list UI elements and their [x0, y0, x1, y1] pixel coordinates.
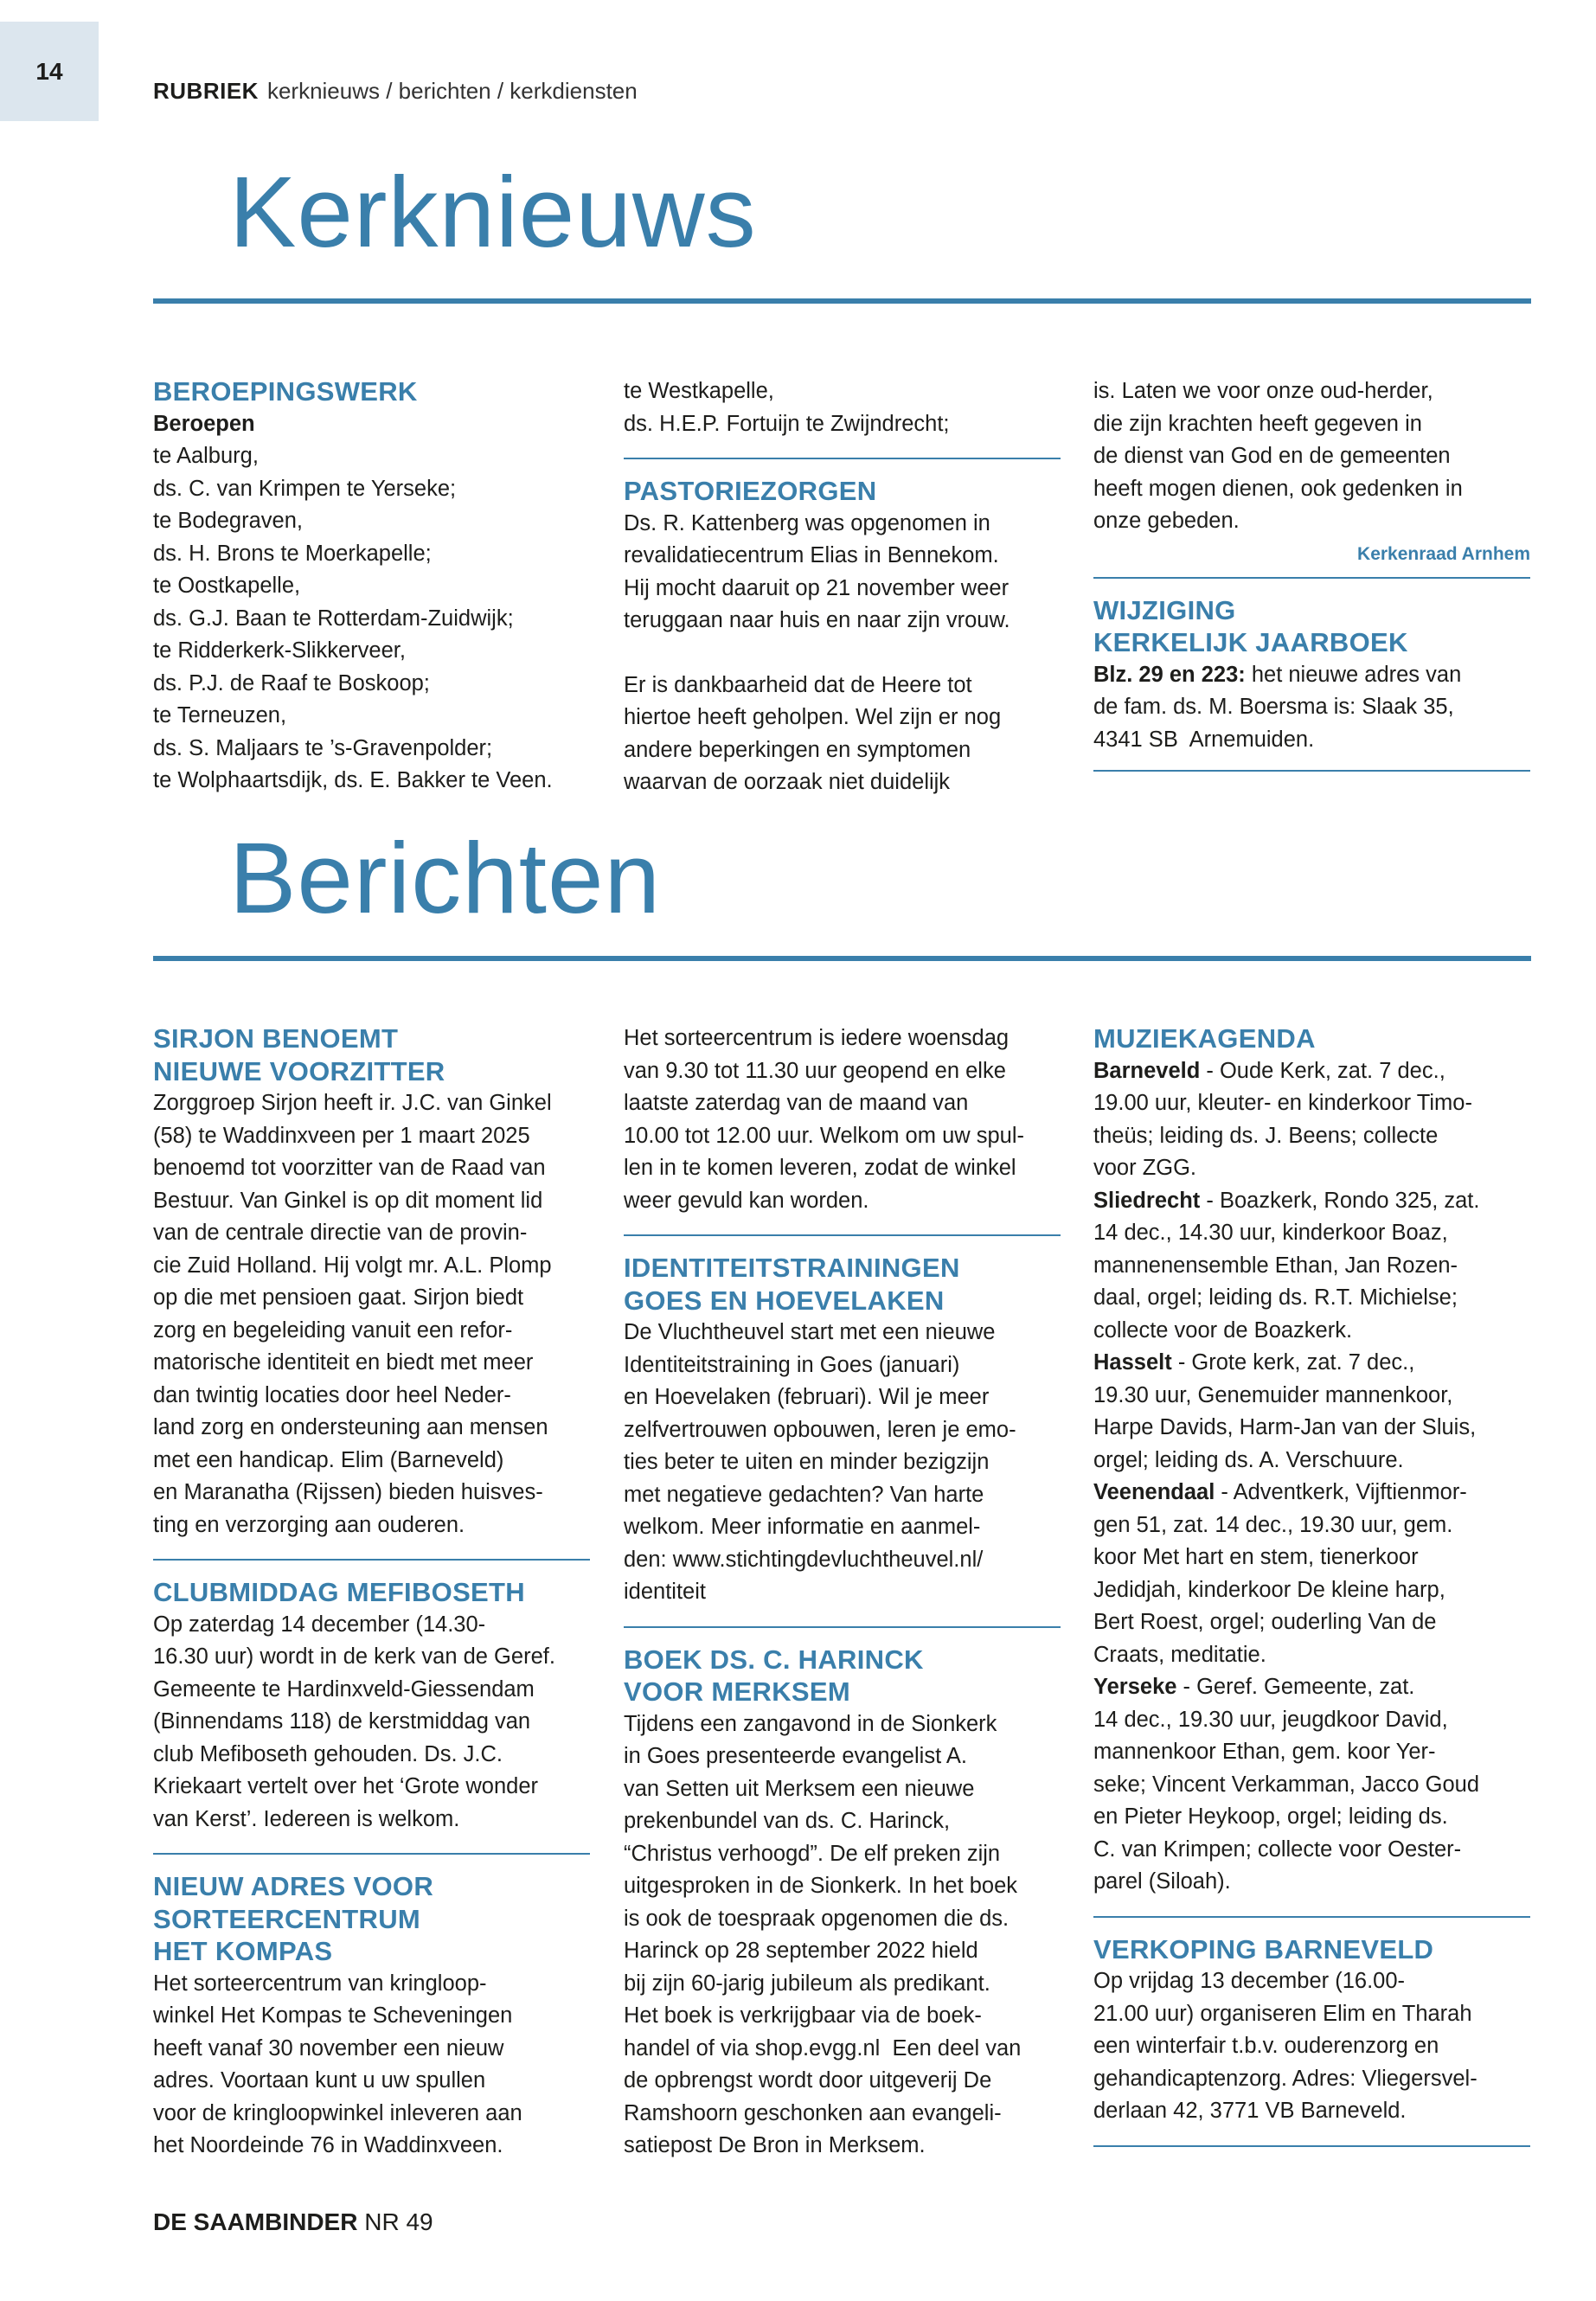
- sirjon-line: dan twintig locaties door heel Neder-: [153, 1382, 511, 1407]
- harinck-line: de opbrengst wordt door uitgeverij De: [624, 2068, 992, 2093]
- harinck-line: in Goes presenteerde evangelist A.: [624, 1744, 967, 1768]
- harinck-heading: BOEK DS. C. HARINCK: [624, 1644, 924, 1675]
- beroep-line: ds. G.J. Baan te Rotterdam-Zuidwijk;: [153, 606, 514, 631]
- identiteit-line: Identiteitstraining in Goes (januari): [624, 1352, 960, 1377]
- kompas-line: weer gevuld kan worden.: [624, 1188, 869, 1213]
- muziek-line: Barneveld - Oude Kerk, zat. 7 dec.,: [1093, 1058, 1445, 1083]
- harinck-line: Ramshoorn geschonken aan evangeli-: [624, 2100, 1002, 2125]
- identiteit-link[interactable]: identiteit: [624, 1580, 706, 1604]
- kerknieuws-column-2: [624, 375, 1061, 799]
- muziek-line: Sliedrecht - Boazkerk, Rondo 325, zat.: [1093, 1188, 1480, 1213]
- signature: Kerkenraad Arnhem: [1357, 543, 1530, 564]
- section-divider: [624, 1234, 1061, 1236]
- sirjon-line: benoemd tot voorzitter van de Raad van: [153, 1156, 546, 1180]
- kompas-line: Het sorteercentrum van kringloop-: [153, 1971, 487, 1996]
- wijziging-heading: WIJZIGING: [1093, 594, 1236, 625]
- section-divider: [1093, 577, 1530, 579]
- beroepingswerk-heading: BEROEPINGSWERK: [153, 376, 418, 407]
- beroep-line: ds. C. van Krimpen te Yerseke;: [153, 476, 457, 501]
- pastoriezorgen-line: onze gebeden.: [1093, 509, 1240, 533]
- identiteit-heading: IDENTITEITSTRAININGEN: [624, 1253, 960, 1283]
- verkoping-heading: VERKOPING BARNEVELD: [1093, 1933, 1434, 1965]
- kompas-line: heeft vanaf 30 november een nieuw: [153, 2035, 504, 2061]
- muziek-line: Yerseke - Geref. Gemeente, zat.: [1093, 1675, 1415, 1699]
- muziek-line: mannenkoor Ethan, gem. koor Yer-: [1093, 1740, 1436, 1764]
- footer-issue: NR 49: [364, 2208, 433, 2235]
- beroep-line: ds. H.E.P. Fortuijn te Zwijndrecht;: [624, 411, 950, 436]
- beroep-line: te Westkapelle,: [624, 379, 774, 403]
- berichten-column-3: [1093, 1022, 1530, 2163]
- muziek-line: daal, orgel; leiding ds. R.T. Michielse;: [1093, 1285, 1458, 1310]
- muziek-line: en Pieter Heykoop, orgel; leiding ds.: [1093, 1804, 1448, 1829]
- identiteit-line: welkom. Meer informatie en aanmel-: [624, 1515, 981, 1539]
- berichten-title: Berichten: [229, 822, 662, 934]
- section-divider: [624, 458, 1061, 459]
- muziek-line: 19.30 uur, Genemuider mannenkoor,: [1093, 1382, 1453, 1407]
- harinck-line: prekenbundel van ds. C. Harinck,: [624, 1809, 951, 1833]
- section-divider: [1093, 2145, 1530, 2147]
- identiteit-line: met negatieve gedachten? Van harte: [624, 1482, 984, 1507]
- muziek-line: Hasselt - Grote kerk, zat. 7 dec.,: [1093, 1350, 1415, 1375]
- rubriek-path: kerknieuws / berichten / kerkdiensten: [266, 78, 638, 104]
- pastoriezorgen-line: die zijn krachten heeft gegeven in: [1093, 411, 1422, 436]
- section-divider: [153, 1853, 590, 1855]
- section-divider: [1093, 770, 1530, 772]
- muziek-line: parel (Siloah).: [1093, 1869, 1231, 1894]
- pastoriezorgen-line: hiertoe heeft geholpen. Wel zijn er nog: [624, 705, 1002, 729]
- muziek-line: voor ZGG.: [1093, 1156, 1197, 1180]
- sirjon-line: op die met pensioen gaat. Sirjon biedt: [153, 1285, 524, 1310]
- mefiboseth-line: 16.30 uur) wordt in de kerk van de Geref.: [153, 1644, 555, 1669]
- muziek-line: seke; Vincent Verkamman, Jacco Goud: [1093, 1772, 1480, 1797]
- pastoriezorgen-line: revalidatiecentrum Elias in Bennekom.: [624, 543, 999, 567]
- pastoriezorgen-line: teruggaan naar huis en naar zijn vrouw.: [624, 608, 1010, 632]
- beroep-line: ds. P.J. de Raaf te Boskoop;: [153, 670, 430, 695]
- mefiboseth-line: Kriekaart vertelt over het ‘Grote wonder: [153, 1774, 539, 1798]
- wijziging-line: Blz. 29 en 223: het nieuwe adres van: [1093, 662, 1462, 687]
- section-divider: [153, 1559, 590, 1561]
- muziek-line: koor Met hart en stem, tienerkoor: [1093, 1545, 1419, 1569]
- verkoping-line: een winterfair t.b.v. ouderenzorg en: [1093, 2034, 1439, 2058]
- kompas-line: laatste zaterdag van de maand van: [624, 1091, 969, 1115]
- beroep-line: ds. S. Maljaars te ’s-Gravenpolder;: [153, 735, 493, 760]
- pastoriezorgen-line: Ds. R. Kattenberg was opgenomen in: [624, 510, 990, 535]
- pastoriezorgen-line: de dienst van God en de gemeenten: [1093, 444, 1451, 468]
- muziek-line: Craats, meditatie.: [1093, 1642, 1266, 1667]
- kompas-line: het Noordeinde 76 in Waddinxveen.: [153, 2133, 503, 2157]
- mefiboseth-heading: CLUBMIDDAG MEFIBOSETH: [153, 1577, 525, 1607]
- footer: [153, 2208, 433, 2236]
- mefiboseth-line: van Kerst’. Iedereen is welkom.: [153, 1806, 460, 1831]
- muziek-line: collecte voor de Boazkerk.: [1093, 1317, 1353, 1343]
- kompas-line: voor de kringloopwinkel inleveren aan: [153, 2100, 522, 2125]
- kompas-heading: HET KOMPAS: [153, 1936, 333, 1966]
- verkoping-line: 21.00 uur) organiseren Elim en Tharah: [1093, 2001, 1472, 2026]
- muziek-line: Bert Roest, orgel; ouderling Van de: [1093, 1610, 1437, 1634]
- identiteit-line: ties beter te uiten en minder bezigzijn: [624, 1450, 990, 1474]
- harinck-line: Tijdens een zangavond in de Sionkerk: [624, 1711, 997, 1736]
- sirjon-line: land zorg en ondersteuning aan mensen: [153, 1415, 548, 1439]
- harinck-line: “Christus verhoogd”. De elf preken zijn: [624, 1841, 1001, 1866]
- kompas-line: winkel Het Kompas te Scheveningen: [153, 2003, 513, 2028]
- sirjon-line: zorg en begeleiding vanuit een refor-: [153, 1317, 513, 1343]
- muziek-line: theüs; leiding ds. J. Beens; collecte: [1093, 1123, 1439, 1148]
- verkoping-line: derlaan 42, 3771 VB Barneveld.: [1093, 2099, 1407, 2123]
- berichten-column-1: [153, 1022, 590, 2163]
- wijziging-line: 4341 SB Arnemuiden.: [1093, 727, 1315, 752]
- sirjon-line: ting en verzorging aan ouderen.: [153, 1512, 465, 1537]
- harinck-line: uitgesproken in de Sionkerk. In het boek: [624, 1874, 1018, 1898]
- harinck-heading: VOOR MERKSEM: [624, 1676, 850, 1707]
- beroep-line: ds. H. Brons te Moerkapelle;: [153, 541, 432, 566]
- berichten-rule: [153, 956, 1531, 961]
- pastoriezorgen-line: andere beperkingen en symptomen: [624, 737, 971, 762]
- muziek-line: 19.00 uur, kleuter- en kinderkoor Timo-: [1093, 1091, 1472, 1115]
- identiteit-line: De Vluchtheuvel start met een nieuwe: [624, 1320, 996, 1344]
- harinck-line: Het boek is verkrijgbaar via de boek-: [624, 2003, 982, 2028]
- sirjon-heading: NIEUWE VOORZITTER: [153, 1055, 445, 1086]
- pastoriezorgen-line: waarvan de oorzaak niet duidelijk: [624, 770, 951, 794]
- kompas-line: van 9.30 tot 11.30 uur geopend en elke: [624, 1058, 1006, 1083]
- beroep-line: te Ridderkerk-Slikkerveer,: [153, 638, 406, 663]
- verkoping-line: Op vrijdag 13 december (16.00-: [1093, 1969, 1406, 1993]
- wijziging-heading: KERKELIJK JAARBOEK: [1093, 627, 1408, 657]
- section-divider: [1093, 1916, 1530, 1918]
- mefiboseth-line: (Binnendams 118) de kerstmiddag van: [153, 1709, 531, 1734]
- sirjon-heading: SIRJON BENOEMT: [153, 1023, 399, 1054]
- wijziging-line: de fam. ds. M. Boersma is: Slaak 35,: [1093, 695, 1454, 719]
- muziek-line: 14 dec., 14.30 uur, kinderkoor Boaz,: [1093, 1221, 1448, 1245]
- pastoriezorgen-line: Er is dankbaarheid dat de Heere tot: [624, 672, 972, 697]
- sirjon-line: en Maranatha (Rijssen) bieden huisves-: [153, 1480, 543, 1504]
- sirjon-line: matorische identiteit en biedt met meer: [153, 1350, 534, 1375]
- pastoriezorgen-line: is. Laten we voor onze oud-herder,: [1093, 379, 1433, 403]
- kompas-line: 10.00 tot 12.00 uur. Welkom om uw spul-: [624, 1123, 1025, 1148]
- mefiboseth-line: Op zaterdag 14 december (14.30-: [153, 1612, 486, 1637]
- beroep-line: te Wolphaartsdijk, ds. E. Bakker te Veen.: [153, 768, 553, 792]
- kompas-line: Het sorteercentrum is iedere woensdag: [624, 1026, 1010, 1050]
- identiteit-line: zelfvertrouwen opbouwen, leren je emo-: [624, 1417, 1016, 1442]
- sirjon-line: Zorggroep Sirjon heeft ir. J.C. van Ginkel: [153, 1091, 552, 1115]
- beroep-line: te Oostkapelle,: [153, 574, 301, 598]
- muziek-line: orgel; leiding ds. A. Verschuure.: [1093, 1447, 1404, 1472]
- kerknieuws-column-3: [1093, 375, 1530, 787]
- muziek-line: 14 dec., 19.30 uur, jeugdkoor David,: [1093, 1707, 1448, 1732]
- pastoriezorgen-line: Hij mocht daaruit op 21 november weer: [624, 575, 1010, 600]
- mefiboseth-line: club Mefiboseth gehouden. Ds. J.C.: [153, 1741, 503, 1766]
- harinck-line: handel of via shop.evgg.nl Een deel van: [624, 2035, 1022, 2061]
- beroep-line: te Terneuzen,: [153, 703, 287, 727]
- verkoping-line: gehandicaptenzorg. Adres: Vliegersvel-: [1093, 2066, 1477, 2091]
- pastoriezorgen-heading: PASTORIEZORGEN: [624, 476, 877, 506]
- muziekagenda-heading: MUZIEKAGENDA: [1093, 1023, 1316, 1054]
- identiteit-heading: GOES EN HOEVELAKEN: [624, 1285, 945, 1316]
- sirjon-line: van de centrale directie van de provin-: [153, 1221, 528, 1245]
- harinck-line: satiepost De Bron in Merksem.: [624, 2133, 926, 2157]
- kerknieuws-column-1: [153, 375, 590, 798]
- harinck-line: is ook de toespraak opgenomen die ds.: [624, 1906, 1010, 1931]
- kerknieuws-rule: [153, 298, 1531, 304]
- sirjon-line: met een handicap. Elim (Barneveld): [153, 1447, 504, 1472]
- beroep-line: te Aalburg,: [153, 444, 259, 468]
- harinck-line: van Setten uit Merksem een nieuwe: [624, 1776, 975, 1801]
- kompas-heading: SORTEERCENTRUM: [153, 1903, 421, 1934]
- mefiboseth-line: Gemeente te Hardinxveld-Giessendam: [153, 1676, 535, 1702]
- rubriek-label: RUBRIEK: [153, 78, 259, 104]
- kompas-heading: NIEUW ADRES VOOR: [153, 1871, 434, 1901]
- muziek-line: Harpe Davids, Harm-Jan van der Sluis,: [1093, 1415, 1477, 1439]
- muziek-line: C. van Krimpen; collecte voor Oester-: [1093, 1836, 1462, 1862]
- rubriek-header: [153, 78, 638, 105]
- kompas-line: len in te komen leveren, zodat de winkel: [624, 1156, 1016, 1180]
- harinck-line: bij zijn 60-jarig jubileum als predikant.: [624, 1971, 990, 1996]
- berichten-column-2: [624, 1022, 1061, 2163]
- sirjon-line: (58) te Waddinxveen per 1 maart 2025: [153, 1123, 530, 1148]
- page-number: 14: [0, 22, 99, 121]
- sirjon-line: Bestuur. Van Ginkel is op dit moment lid: [153, 1188, 543, 1213]
- muziek-line: gen 51, zat. 14 dec., 19.30 uur, gem.: [1093, 1512, 1453, 1537]
- beroepen-subheading: Beroepen: [153, 411, 255, 436]
- pastoriezorgen-line: heeft mogen dienen, ook gedenken in: [1093, 476, 1463, 501]
- sirjon-line: cie Zuid Holland. Hij volgt mr. A.L. Plomp: [153, 1253, 552, 1278]
- beroep-line: te Bodegraven,: [153, 509, 303, 533]
- footer-magazine: DE SAAMBINDER: [153, 2208, 358, 2235]
- muziek-line: mannenensemble Ethan, Jan Rozen-: [1093, 1253, 1458, 1278]
- harinck-line: Harinck op 28 september 2022 hield: [624, 1939, 978, 1963]
- identiteit-link[interactable]: den: www.stichtingdevluchtheuvel.nl/: [624, 1547, 984, 1572]
- identiteit-line: en Hoevelaken (februari). Wil je meer: [624, 1385, 990, 1409]
- section-divider: [624, 1626, 1061, 1628]
- kerknieuws-title: Kerknieuws: [229, 156, 757, 268]
- muziek-line: Jedidjah, kinderkoor De kleine harp,: [1093, 1577, 1445, 1602]
- muziek-line: Veenendaal - Adventkerk, Vijftienmor-: [1093, 1480, 1467, 1504]
- kompas-line: adres. Voortaan kunt u uw spullen: [153, 2068, 486, 2093]
